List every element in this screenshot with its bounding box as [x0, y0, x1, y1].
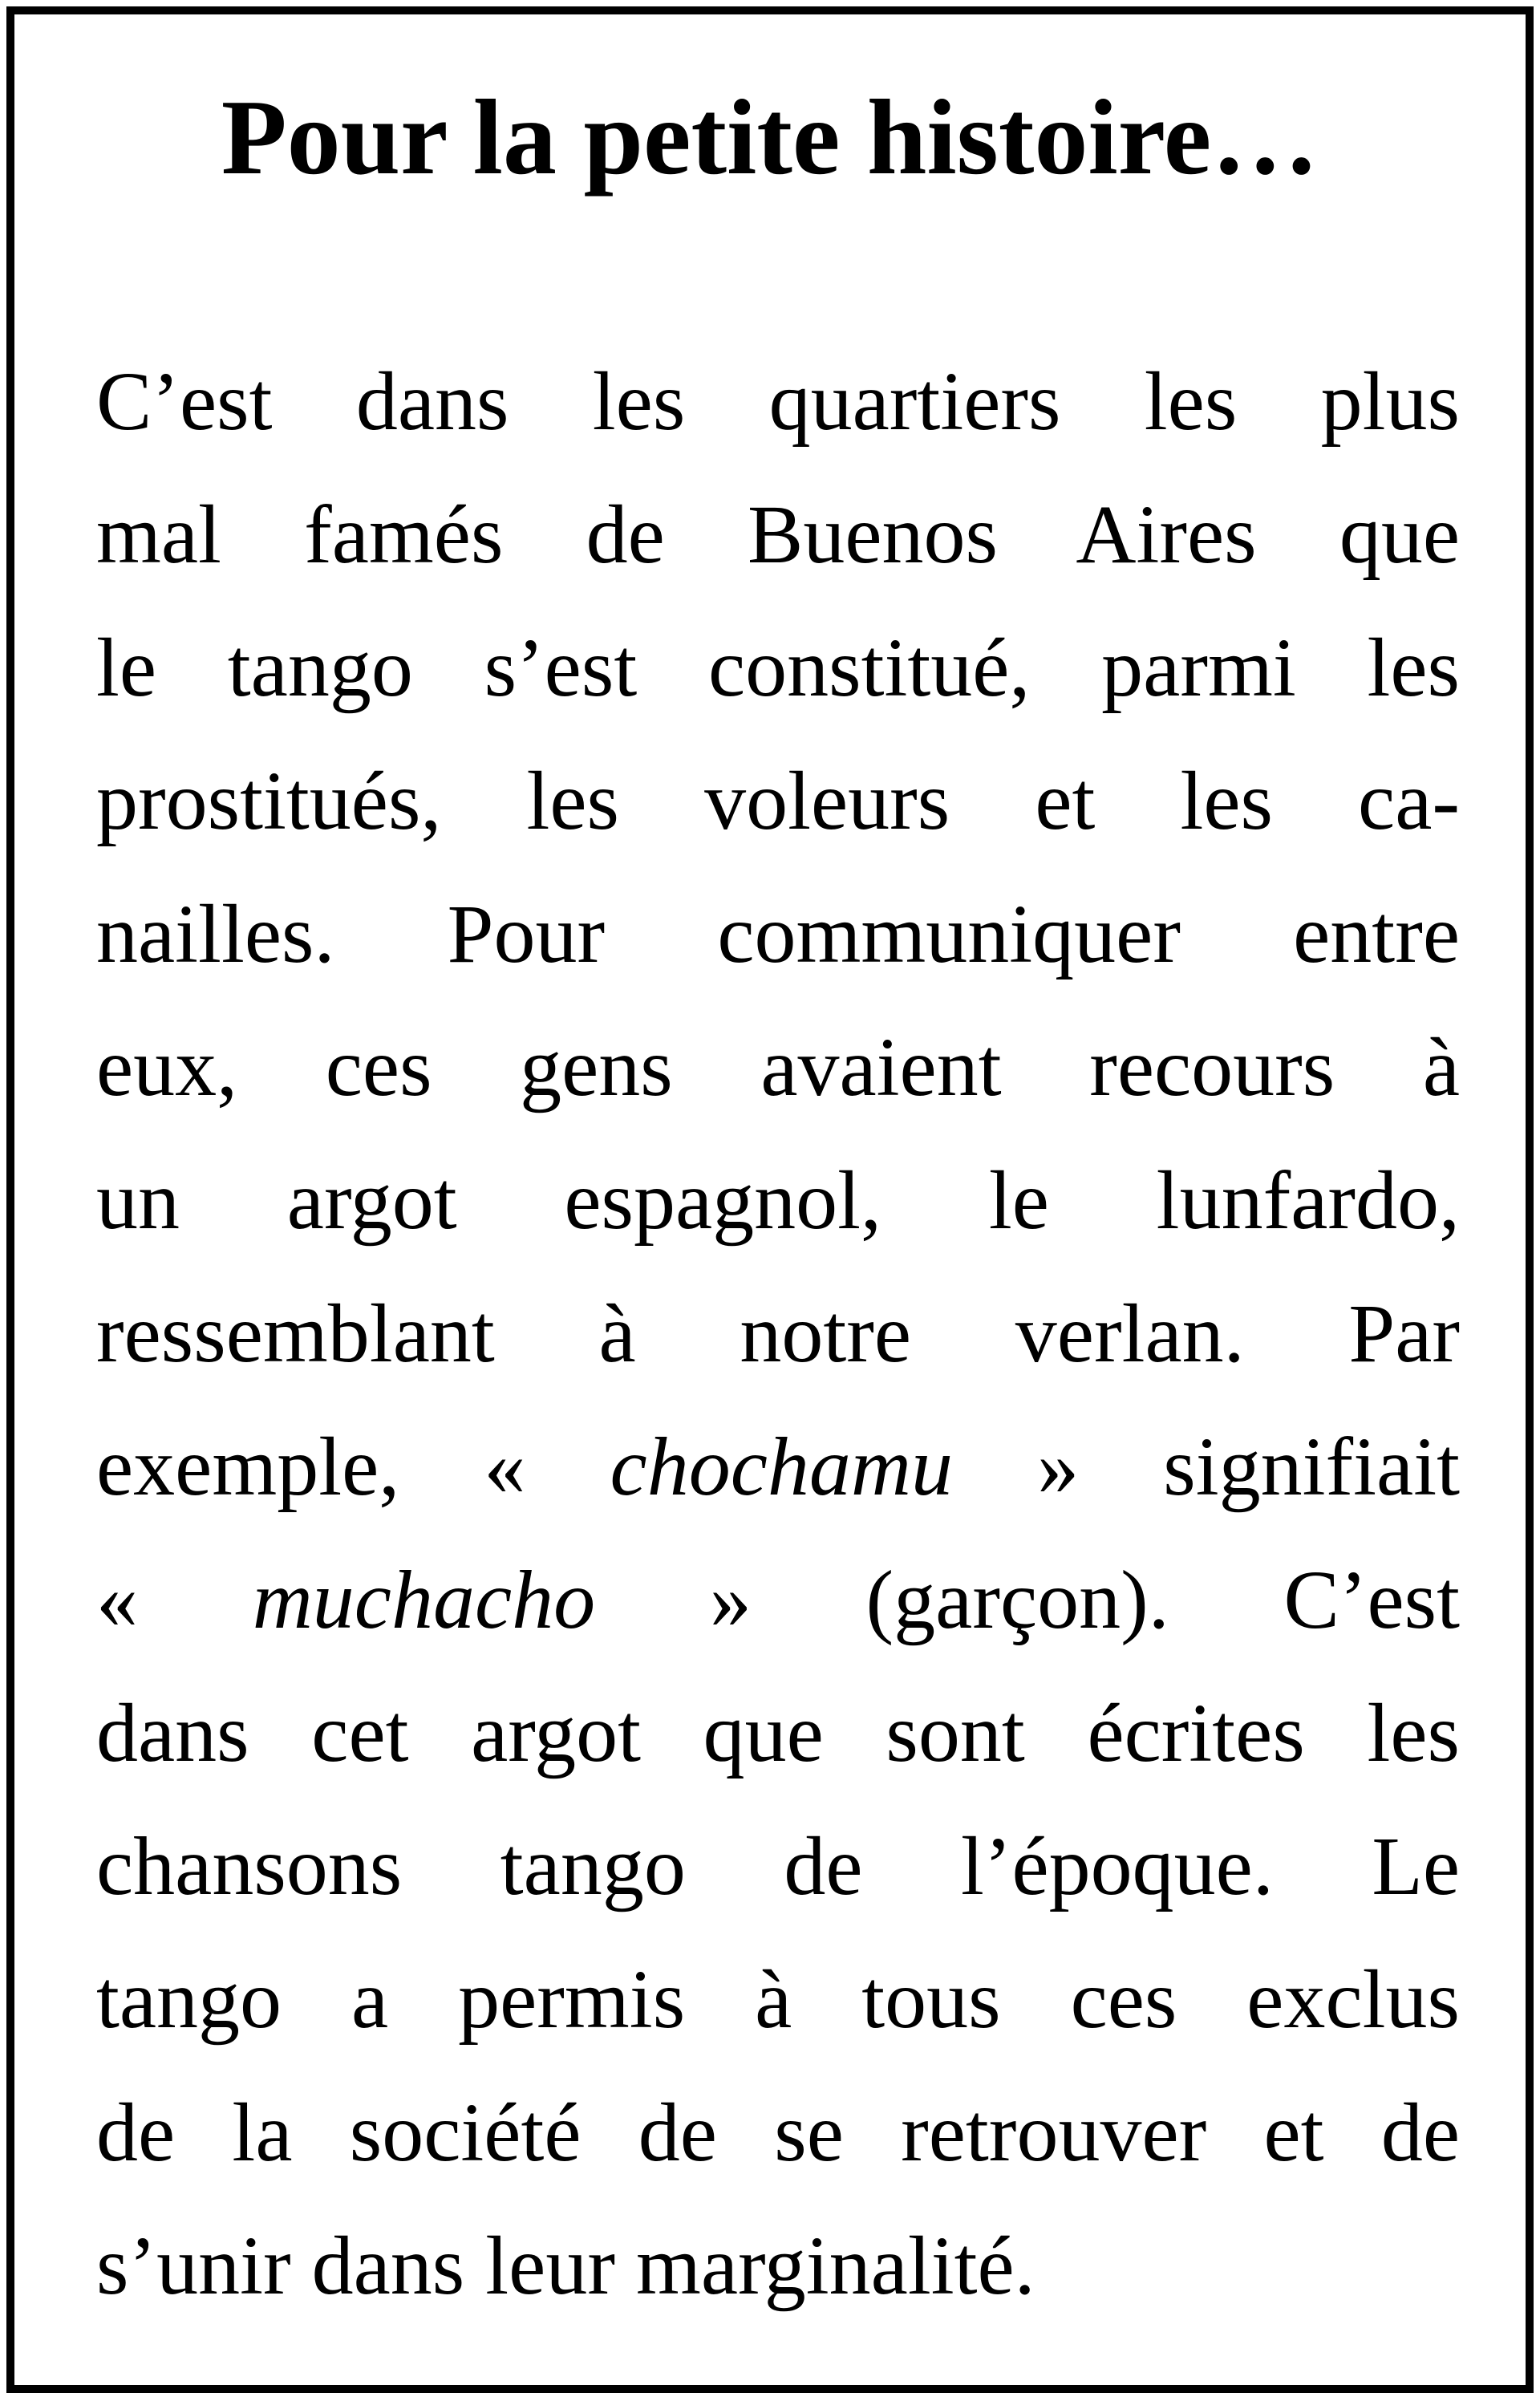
- body-paragraph: [96, 335, 1460, 2333]
- quote-open: «: [96, 1554, 253, 1646]
- paragraph-line: eux, ces gens avaient recours à: [96, 1021, 1460, 1113]
- paragraph-line-translation: [96, 1534, 1460, 1667]
- translation-suffix: » (garçon). C’est: [595, 1554, 1460, 1646]
- example-prefix: exemple, «: [96, 1421, 610, 1513]
- italic-word-chochamu: chochamu: [610, 1421, 953, 1513]
- paragraph-line-example: [96, 1401, 1460, 1534]
- paragraph-line: le tango s’est constitué, parmi les: [96, 622, 1460, 714]
- paragraph-line-last: s’unir dans leur marginalité.: [96, 2220, 1035, 2312]
- paragraph-line: chansons tango de l’époque. Le: [96, 1820, 1460, 1912]
- paragraph-line: prostitués, les voleurs et les ca-: [96, 755, 1460, 847]
- paragraph-line: tango a permis à tous ces exclus: [96, 1953, 1460, 2046]
- paragraph-line: un argot espagnol, le lunfardo,: [96, 1154, 1460, 1247]
- paragraph-line: ressemblant à notre verlan. Par: [96, 1288, 1460, 1380]
- paragraph-line: dans cet argot que sont écrites les: [96, 1687, 1460, 1779]
- paragraph-line: de la société de se retrouver et de: [96, 2087, 1460, 2179]
- italic-word-muchacho: muchacho: [252, 1554, 596, 1646]
- box-title: Pour la petite histoire…: [221, 78, 1319, 197]
- example-suffix: » signifiait: [952, 1421, 1460, 1513]
- bordered-box: [6, 6, 1534, 2393]
- paragraph-line: nailles. Pour communiquer entre: [96, 888, 1460, 980]
- paragraph-line: C’est dans les quartiers les plus: [96, 355, 1460, 448]
- paragraph-line: mal famés de Buenos Aires que: [96, 489, 1460, 581]
